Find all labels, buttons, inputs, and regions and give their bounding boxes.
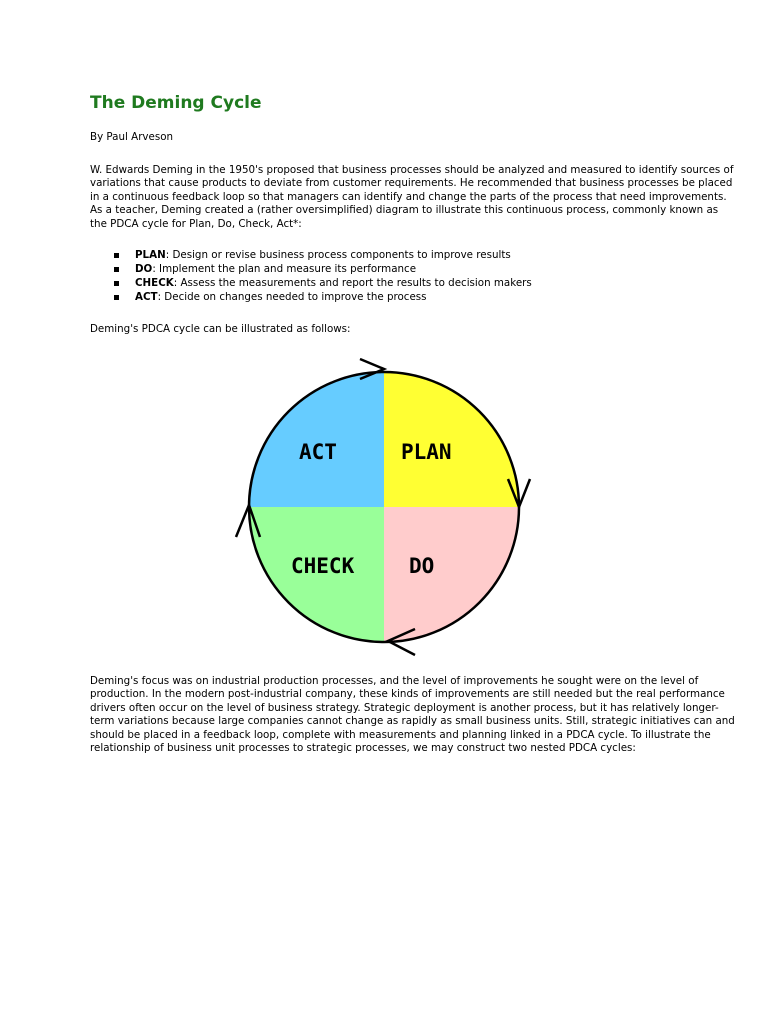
paragraph-line: in a continuous feedback loop so that managers can identify and change the parts of the process that need improvements. <box>90 190 727 203</box>
paragraph-line: production. In the modern post-industrial company, these kinds of improvements are still needed but the real performance <box>90 688 725 701</box>
list-item-text: : Assess the measurements and report the results to decision makers <box>173 277 532 289</box>
list-item-term: CHECK <box>135 277 174 289</box>
paragraph-line: As a teacher, Deming created a (rather oversimplified) diagram to illustrate this continuous process, commonly known as <box>90 204 719 217</box>
paragraph-line: variations that cause products to deviate from customer requirements. He recommended that business processes be placed <box>90 177 733 190</box>
pdca-list <box>90 249 532 305</box>
bullet-icon <box>114 295 119 300</box>
list-item-text: : Decide on changes needed to improve the process <box>157 291 427 303</box>
byline: By Paul Arveson <box>90 131 174 143</box>
do-quadrant <box>384 507 519 642</box>
pdca-cycle-diagram <box>230 345 540 660</box>
paragraph-line: term variations because large companies cannot change as rapidly as small business units. Still, strategic initiatives can and <box>90 715 735 728</box>
paragraph-line: Deming's focus was on industrial production processes, and the level of improvements he sought were on the level of <box>90 675 699 687</box>
do-label: DO <box>409 554 435 578</box>
list-item-term: ACT <box>135 291 158 303</box>
paragraph-line: drivers often occur on the level of business strategy. Strategic deployment is another process, but it has relatively longer- <box>90 701 719 714</box>
list-item-check <box>90 277 532 291</box>
list-item-act <box>90 291 532 305</box>
intro-paragraph <box>90 164 734 231</box>
list-item-text: : Implement the plan and measure its performance <box>152 263 417 275</box>
list-item-plan <box>90 249 532 263</box>
list-item-term: PLAN <box>135 249 166 261</box>
diagram-intro: Deming's PDCA cycle can be illustrated as follows: <box>90 323 351 335</box>
bullet-icon <box>114 267 119 272</box>
list-item-text: : Design or revise business process components to improve results <box>165 249 511 261</box>
paragraph-line: W. Edwards Deming in the 1950's proposed that business processes should be analyzed and measured to identify sources of <box>90 164 734 176</box>
paragraph-line: the PDCA cycle for Plan, Do, Check, Act*: <box>90 217 302 230</box>
check-label: CHECK <box>291 554 355 578</box>
act-label: ACT <box>299 440 337 464</box>
bullet-icon <box>114 253 119 258</box>
paragraph-line: relationship of business unit processes to strategic processes, we may construct two nested PDCA cycles: <box>90 742 636 755</box>
page-title: The Deming Cycle <box>90 93 262 113</box>
bullet-icon <box>114 281 119 286</box>
paragraph-line: should be placed in a feedback loop, complete with measurements and planning linked in a PDCA cycle. To illustrate the <box>90 728 711 741</box>
plan-label: PLAN <box>401 440 452 464</box>
list-item-term: DO <box>135 263 153 275</box>
list-item-do <box>90 263 532 277</box>
closing-paragraph <box>90 675 735 755</box>
